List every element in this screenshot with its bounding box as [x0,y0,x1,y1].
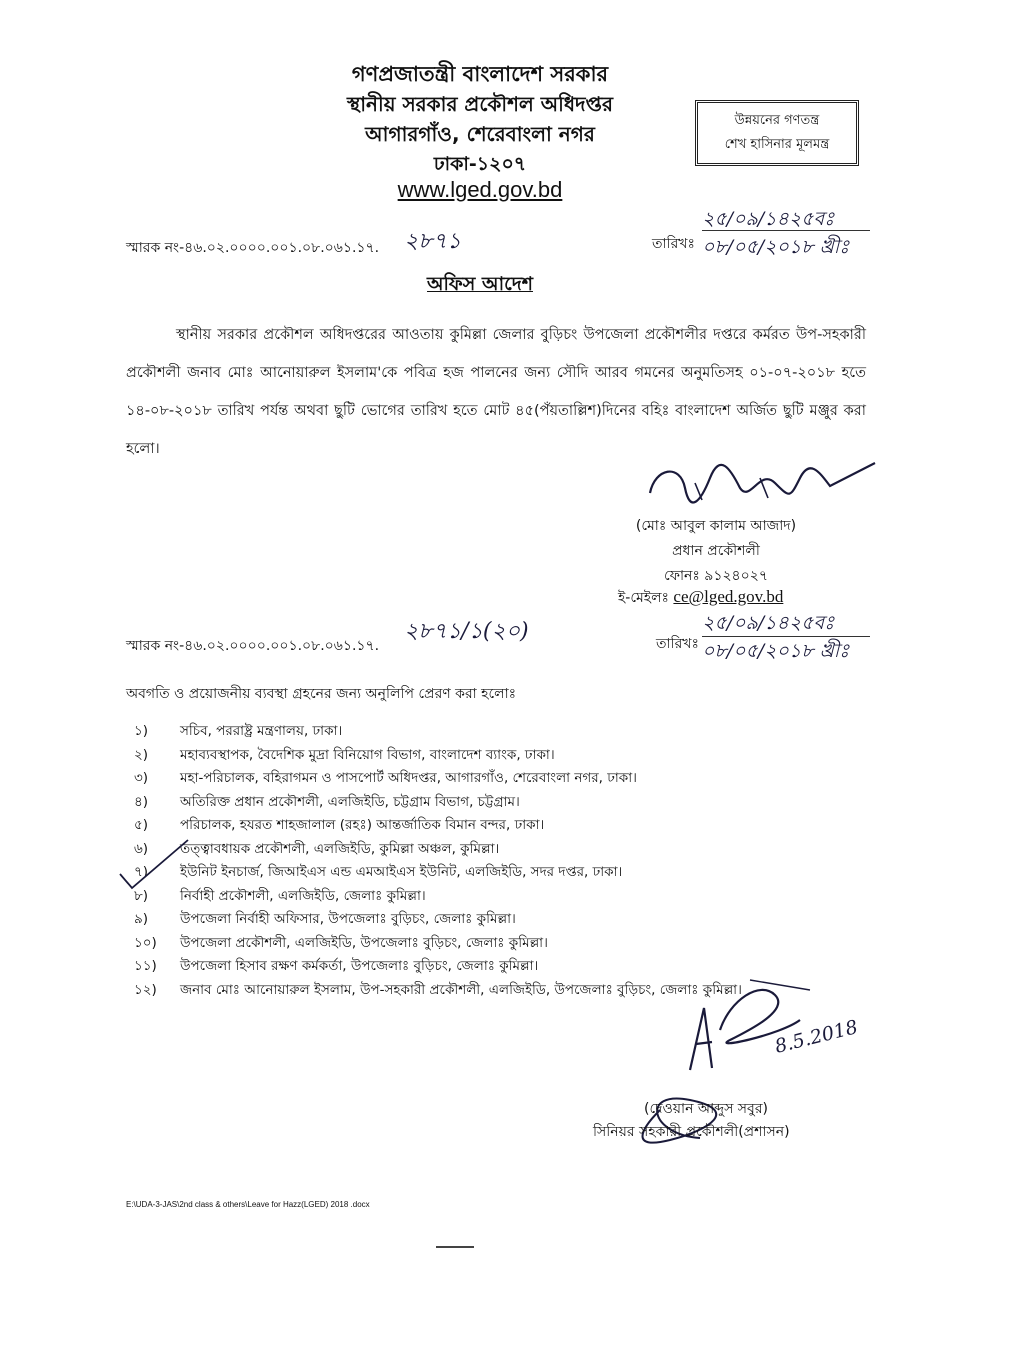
order-body: স্থানীয় সরকার প্রকৌশল অধিদপ্তরের আওতায় কুমিল্লা জেলার বুড়িচং উপজেলা প্রকৌশলীর দপ্তরে কর্মরত উপ-সহকারী প্রকৌশলী জনাব মোঃ আনোয়ারুল ইসলাম'কে পবিত্র হজ পালনের জন্য সৌদি আরব গমনের অনুমতিসহ ০১-০৭-২০১৮ হতে ১৪-০৮-২০১৮ তারিখ পর্যন্ত অথবা ছুটি ভোগের তারিখ হতে মোট ৪৫(পঁয়তাল্লিশ)দিনের বহিঃ বাংলাদেশ অর্জিত ছুটি মঞ্জুর করা হলো। [126,327,866,457]
memo-2-date-label: তারিখঃ [656,636,699,652]
list-item: ১১) উপজেলা হিসাব রক্ষণ কর্মকর্তা, উপজেলাঃ বুড়িচং, জেলাঃ কুমিল্লা। [134,958,539,974]
memo-2-date-english: ০৮/০৫/২০১৮ খ্রীঃ [702,640,850,662]
list-item: ৫) পরিচালক, হযরত শাহজালাল (রহঃ) আন্তর্জাতিক বিমান বন্দর, ঢাকা। [134,817,545,833]
memo-number: স্মারক নং-৪৬.০২.০০০০.০০১.০৮.০৬১.১৭. [126,240,380,256]
signatory-1-designation: প্রধান প্রকৌশলী [672,543,760,559]
memo-date-english: ০৮/০৫/২০১৮ খ্রীঃ [702,236,850,258]
check-mark [112,836,192,892]
scan-mark [436,1246,474,1248]
list-item: ২) মহাব্যবস্থাপক, বৈদেশিক মুদ্রা বিনিয়োগ বিভাগ, বাংলাদেশ ব্যাংক, ঢাকা। [134,746,555,763]
signatory-1-email-row [618,586,783,610]
list-item: ৬) তত্ত্বাবধায়ক প্রকৌশলী, এলজিইডি, কুমিল্লা অঞ্চল, কুমিল্লা। [134,840,500,857]
memo-date-label: তারিখঃ [652,236,695,252]
address-line: আগারগাঁও, শেরেবাংলা নগর [365,122,595,146]
memo-2-date-bangla: ২৫/০৯/১৪২৫বঃ [702,612,835,634]
list-item: ৪) অতিরিক্ত প্রধান প্রকৌশলী, এলজিইডি, চট্টগ্রাম বিভাগ, চট্টগ্রাম। [134,793,520,810]
motto-line-1: উন্নয়নের গণতন্ত্র [734,113,820,128]
signatory-2-designation: সিনিয়র সহকারী প্রকৌশলী(প্রশাসন) [593,1124,790,1140]
list-item: ৩) মহা-পরিচালক, বহিরাগমন ও পাসপোর্ট অধিদপ্তর, আগারগাঁও, শেরেবাংলা নগর, ঢাকা। [134,770,637,786]
signatory-1-phone: ফোনঃ ৯১২৪০২৭ [664,568,768,584]
handwritten-date: 8.5.2018 [772,1016,861,1058]
list-item: ১) সচিব, পররাষ্ট্র মন্ত্রণালয়, ঢাকা। [134,723,343,739]
list-item: ৮) নির্বাহী প্রকৌশলী, এলজিইডি, জেলাঃ কুমিল্লা। [134,887,426,904]
email-label: ই-মেইলঃ [618,590,669,606]
memo-2-number-handwritten: ২৮৭১/১(২০) [404,619,529,644]
date-divider [702,230,870,231]
memo-2-number: স্মারক নং-৪৬.০২.০০০০.০০১.০৮.০৬১.১৭. [126,638,380,654]
motto-box [695,100,859,166]
motto-line-2: শেখ হাসিনার মূলমন্ত্র [724,137,830,152]
signature-1 [640,448,880,518]
list-item: ১০) উপজেলা প্রকৌশলী, এলজিইডি, উপজেলাঃ বুড়িচং, জেলাঃ কুমিল্লা। [134,934,548,951]
govt-name: গণপ্রজাতন্ত্রী বাংলাদেশ সরকার [351,62,609,86]
list-item: ১২) জনাব মোঃ আনোয়ারুল ইসলাম, উপ-সহকারী প্রকৌশলী, এলজিইডি, উপজেলাঃ বুড়িচং, জেলাঃ কুমিল্লা। [134,981,742,998]
date-divider-2 [702,636,870,637]
order-title: অফিস আদেশ [427,273,533,295]
memo-date-bangla: ২৫/০৯/১৪২৫বঃ [702,208,835,230]
file-path-footer: E:\UDA-3-JAS\2nd class & others\Leave for Hazz(LGED) 2018 .docx [126,1200,370,1209]
list-item: ৯) উপজেলা নির্বাহী অফিসার, উপজেলাঃ বুড়িচং, জেলাঃ কুমিল্লা। [134,911,516,927]
cc-intro: অবগতি ও প্রয়োজনীয় ব্যবস্থা গ্রহনের জন্য অনুলিপি প্রেরণ করা হলোঃ [126,686,517,702]
department-name: স্থানীয় সরকার প্রকৌশল অধিদপ্তর [347,92,613,116]
signatory-2-name: (দেওয়ান আব্দুস সবুর) [644,1101,768,1117]
website-link: www.lged.gov.bd [397,177,563,202]
list-item: ৭) ইউনিট ইনচার্জ, জিআইএস এন্ড এমআইএস ইউনিট, এলজিইডি, সদর দপ্তর, ঢাকা। [134,864,623,880]
memo-number-handwritten: ২৮৭১ [404,229,462,254]
signatory-1-name: (মোঃ আবুল কালাম আজাদ) [635,518,797,534]
city-line: ঢাকা-১২০৭ [433,153,527,175]
email-link[interactable]: ce@lged.gov.bd [673,587,784,606]
